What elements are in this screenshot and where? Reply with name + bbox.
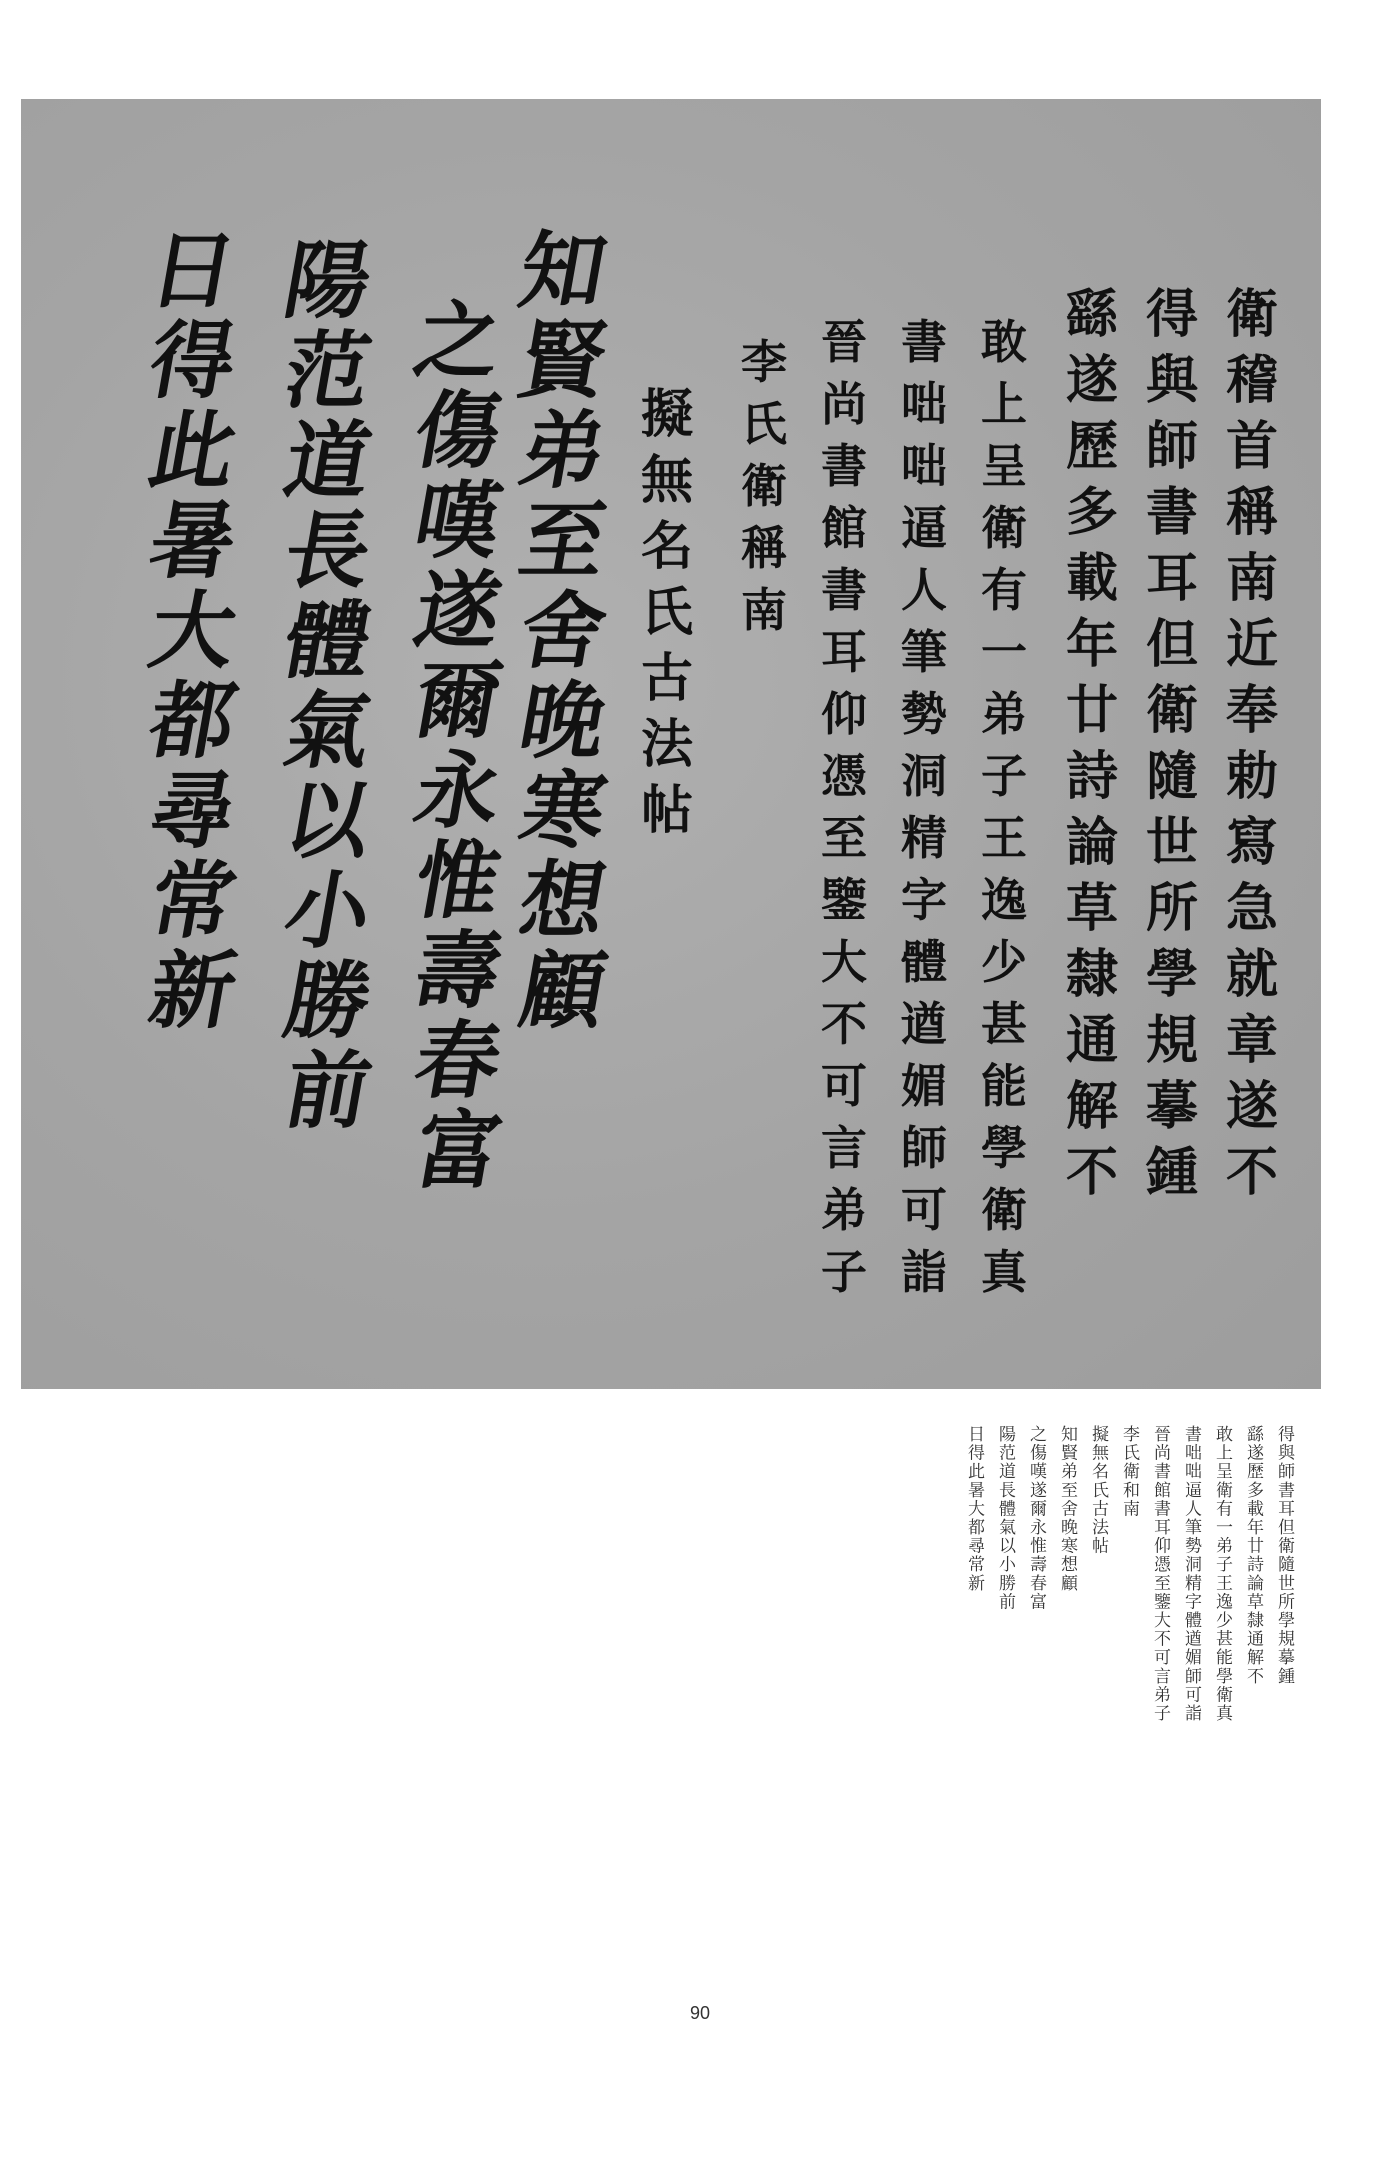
calligraphy-character: 陽 [277,231,379,330]
calligraphy-character: 常 [142,851,244,950]
calligraphy-character: 南 [1226,548,1279,609]
calligraphy-character: 尚 [821,377,867,431]
calligraphy-character: 爾 [407,651,509,750]
calligraphy-character: 摹 [1146,1076,1199,1137]
calligraphy-column [1066,284,1119,1213]
calligraphy-character: 弟 [512,401,614,500]
calligraphy-character: 世 [1146,812,1199,873]
calligraphy-character: 所 [1146,878,1199,939]
calligraphy-character: 稱 [1226,482,1279,543]
calligraphy-character: 勝 [277,951,379,1050]
calligraphy-character: 王 [981,811,1027,865]
calligraphy-character: 道 [277,411,379,510]
calligraphy-character: 仰 [821,687,867,741]
calligraphy-character: 繇 [1066,284,1119,345]
calligraphy-character: 遂 [1226,1076,1279,1137]
calligraphy-character: 鑒 [821,873,867,927]
calligraphy-character: 通 [1066,1010,1119,1071]
calligraphy-character: 體 [277,591,379,690]
calligraphy-character: 至 [821,811,867,865]
calligraphy-character: 就 [1226,944,1279,1005]
calligraphy-character: 前 [277,1041,379,1140]
calligraphy-character: 想 [512,851,614,950]
transcription-line: 繇遂歷多載年廿詩論草隸通解不 [1243,1425,1263,1686]
calligraphy-character: 傷 [407,381,509,480]
calligraphy-character: 言 [821,1121,867,1175]
calligraphy-character: 可 [821,1059,867,1113]
calligraphy-character: 稽 [1226,350,1279,411]
calligraphy-character: 章 [1226,1010,1279,1071]
transcription-line: 日得此暑大都尋常新 [964,1425,984,1593]
calligraphy-character: 至 [512,491,614,590]
calligraphy-character: 少 [981,935,1027,989]
calligraphy-character: 耳 [821,625,867,679]
calligraphy-character: 一 [981,625,1027,679]
calligraphy-character: 氏 [641,582,694,643]
calligraphy-character: 書 [821,563,867,617]
calligraphy-character: 稱 [741,521,787,575]
transcription-line: 陽范道長體氣以小勝前 [995,1425,1015,1611]
calligraphy-character: 師 [1146,416,1199,477]
calligraphy-character: 寫 [1226,812,1279,873]
calligraphy-character: 尋 [142,761,244,860]
calligraphy-character: 但 [1146,614,1199,675]
calligraphy-character: 賢 [512,311,614,410]
page-number: 90 [689,2003,711,2023]
calligraphy-character: 富 [407,1101,509,1200]
calligraphy-column [981,315,1027,1311]
calligraphy-column [277,231,379,1140]
calligraphy-character: 洞 [901,749,947,803]
calligraphy-character: 廿 [1066,680,1119,741]
calligraphy-character: 李 [741,335,787,389]
calligraphy-character: 晚 [512,671,614,770]
calligraphy-character: 館 [821,501,867,555]
transcription-line: 擬無名氏古法帖 [1088,1425,1108,1556]
transcription-line: 知賢弟至舍晚寒想顧 [1057,1425,1077,1593]
calligraphy-character: 氣 [277,681,379,780]
calligraphy-character: 不 [821,997,867,1051]
calligraphy-character: 筆 [901,625,947,679]
calligraphy-character: 年 [1066,614,1119,675]
calligraphy-character: 學 [1146,944,1199,1005]
calligraphy-column [407,291,509,1200]
calligraphy-character: 奉 [1226,680,1279,741]
calligraphy-character: 精 [901,811,947,865]
calligraphy-character: 暑 [142,491,244,590]
calligraphy-character: 寒 [512,761,614,860]
transcription-line: 晉尚書館書耳仰憑至鑒大不可言弟子 [1150,1425,1170,1723]
calligraphy-character: 人 [901,563,947,617]
calligraphy-character: 規 [1146,1010,1199,1071]
calligraphy-character: 體 [901,935,947,989]
calligraphy-character: 日 [142,221,244,320]
calligraphy-character: 逸 [981,873,1027,927]
calligraphy-character: 永 [407,741,509,840]
calligraphy-character: 字 [901,873,947,927]
calligraphy-column [901,315,947,1311]
calligraphy-character: 遒 [901,997,947,1051]
calligraphy-column [512,221,614,1040]
calligraphy-plate [21,99,1321,1389]
calligraphy-character: 書 [1146,482,1199,543]
transcription-line: 敢上呈衛有一弟子王逸少甚能學衛真 [1212,1425,1232,1723]
calligraphy-character: 載 [1066,548,1119,609]
calligraphy-character: 舍 [512,581,614,680]
calligraphy-character: 詣 [901,1245,947,1299]
calligraphy-character: 都 [142,671,244,770]
transcription-line: 書咄咄逼人筆勢洞精字體遒媚師可詣 [1181,1425,1201,1723]
transcription-line: 得與師書耳但衛隨世所學規摹鍾 [1274,1425,1294,1686]
calligraphy-character: 真 [981,1245,1027,1299]
calligraphy-column [641,384,694,851]
calligraphy-character: 壽 [407,921,509,1020]
calligraphy-character: 勢 [901,687,947,741]
calligraphy-character: 草 [1066,878,1119,939]
calligraphy-character: 上 [981,377,1027,431]
calligraphy-character: 師 [901,1121,947,1175]
calligraphy-character: 隸 [1066,944,1119,1005]
calligraphy-character: 晉 [821,315,867,369]
calligraphy-character: 南 [741,583,787,637]
calligraphy-character: 敢 [981,315,1027,369]
calligraphy-character: 法 [641,714,694,775]
calligraphy-column [1226,284,1279,1213]
calligraphy-character: 無 [641,450,694,511]
calligraphy-character: 衛 [981,1183,1027,1237]
calligraphy-character: 歷 [1066,416,1119,477]
calligraphy-character: 弟 [821,1183,867,1237]
calligraphy-column [741,335,787,649]
calligraphy-character: 媚 [901,1059,947,1113]
calligraphy-character: 不 [1226,1142,1279,1203]
calligraphy-character: 大 [142,581,244,680]
calligraphy-character: 此 [142,401,244,500]
calligraphy-character: 之 [407,291,509,390]
calligraphy-character: 首 [1226,416,1279,477]
calligraphy-character: 小 [277,861,379,960]
calligraphy-character: 近 [1226,614,1279,675]
calligraphy-character: 惟 [407,831,509,930]
calligraphy-character: 名 [641,516,694,577]
calligraphy-character: 書 [821,439,867,493]
calligraphy-character: 得 [1146,284,1199,345]
calligraphy-character: 耳 [1146,548,1199,609]
calligraphy-character: 鍾 [1146,1142,1199,1203]
calligraphy-character: 可 [901,1183,947,1237]
calligraphy-character: 新 [142,941,244,1040]
calligraphy-character: 弟 [981,687,1027,741]
calligraphy-character: 解 [1066,1076,1119,1137]
calligraphy-character: 學 [981,1121,1027,1175]
calligraphy-character: 顧 [512,941,614,1040]
calligraphy-character: 得 [142,311,244,410]
transcription-line: 之傷嘆遂爾永惟壽春富 [1026,1425,1046,1611]
calligraphy-character: 子 [821,1245,867,1299]
calligraphy-character: 隨 [1146,746,1199,807]
calligraphy-character: 以 [277,771,379,870]
calligraphy-character: 衛 [1146,680,1199,741]
calligraphy-character: 甚 [981,997,1027,1051]
calligraphy-character: 衛 [981,501,1027,555]
calligraphy-character: 不 [1066,1142,1119,1203]
calligraphy-character: 知 [512,221,614,320]
calligraphy-character: 春 [407,1011,509,1110]
calligraphy-character: 呈 [981,439,1027,493]
calligraphy-character: 急 [1226,878,1279,939]
calligraphy-character: 與 [1146,350,1199,411]
calligraphy-character: 氏 [741,397,787,451]
calligraphy-column [1146,284,1199,1213]
calligraphy-column [821,315,867,1311]
calligraphy-character: 咄 [901,439,947,493]
calligraphy-character: 子 [981,749,1027,803]
calligraphy-character: 遂 [407,561,509,660]
calligraphy-character: 憑 [821,749,867,803]
calligraphy-character: 逼 [901,501,947,555]
calligraphy-character: 詩 [1066,746,1119,807]
calligraphy-column [142,221,244,1040]
calligraphy-character: 范 [277,321,379,420]
calligraphy-character: 書 [901,315,947,369]
calligraphy-character: 有 [981,563,1027,617]
calligraphy-character: 擬 [641,384,694,445]
calligraphy-character: 長 [277,501,379,600]
calligraphy-character: 遂 [1066,350,1119,411]
calligraphy-character: 衛 [1226,284,1279,345]
calligraphy-character: 勅 [1226,746,1279,807]
calligraphy-character: 衛 [741,459,787,513]
calligraphy-character: 多 [1066,482,1119,543]
calligraphy-character: 帖 [641,780,694,841]
calligraphy-character: 大 [821,935,867,989]
transcription-line: 李氏衛和南 [1119,1425,1139,1518]
calligraphy-character: 古 [641,648,694,709]
calligraphy-character: 能 [981,1059,1027,1113]
calligraphy-character: 論 [1066,812,1119,873]
calligraphy-character: 咄 [901,377,947,431]
calligraphy-character: 嘆 [407,471,509,570]
